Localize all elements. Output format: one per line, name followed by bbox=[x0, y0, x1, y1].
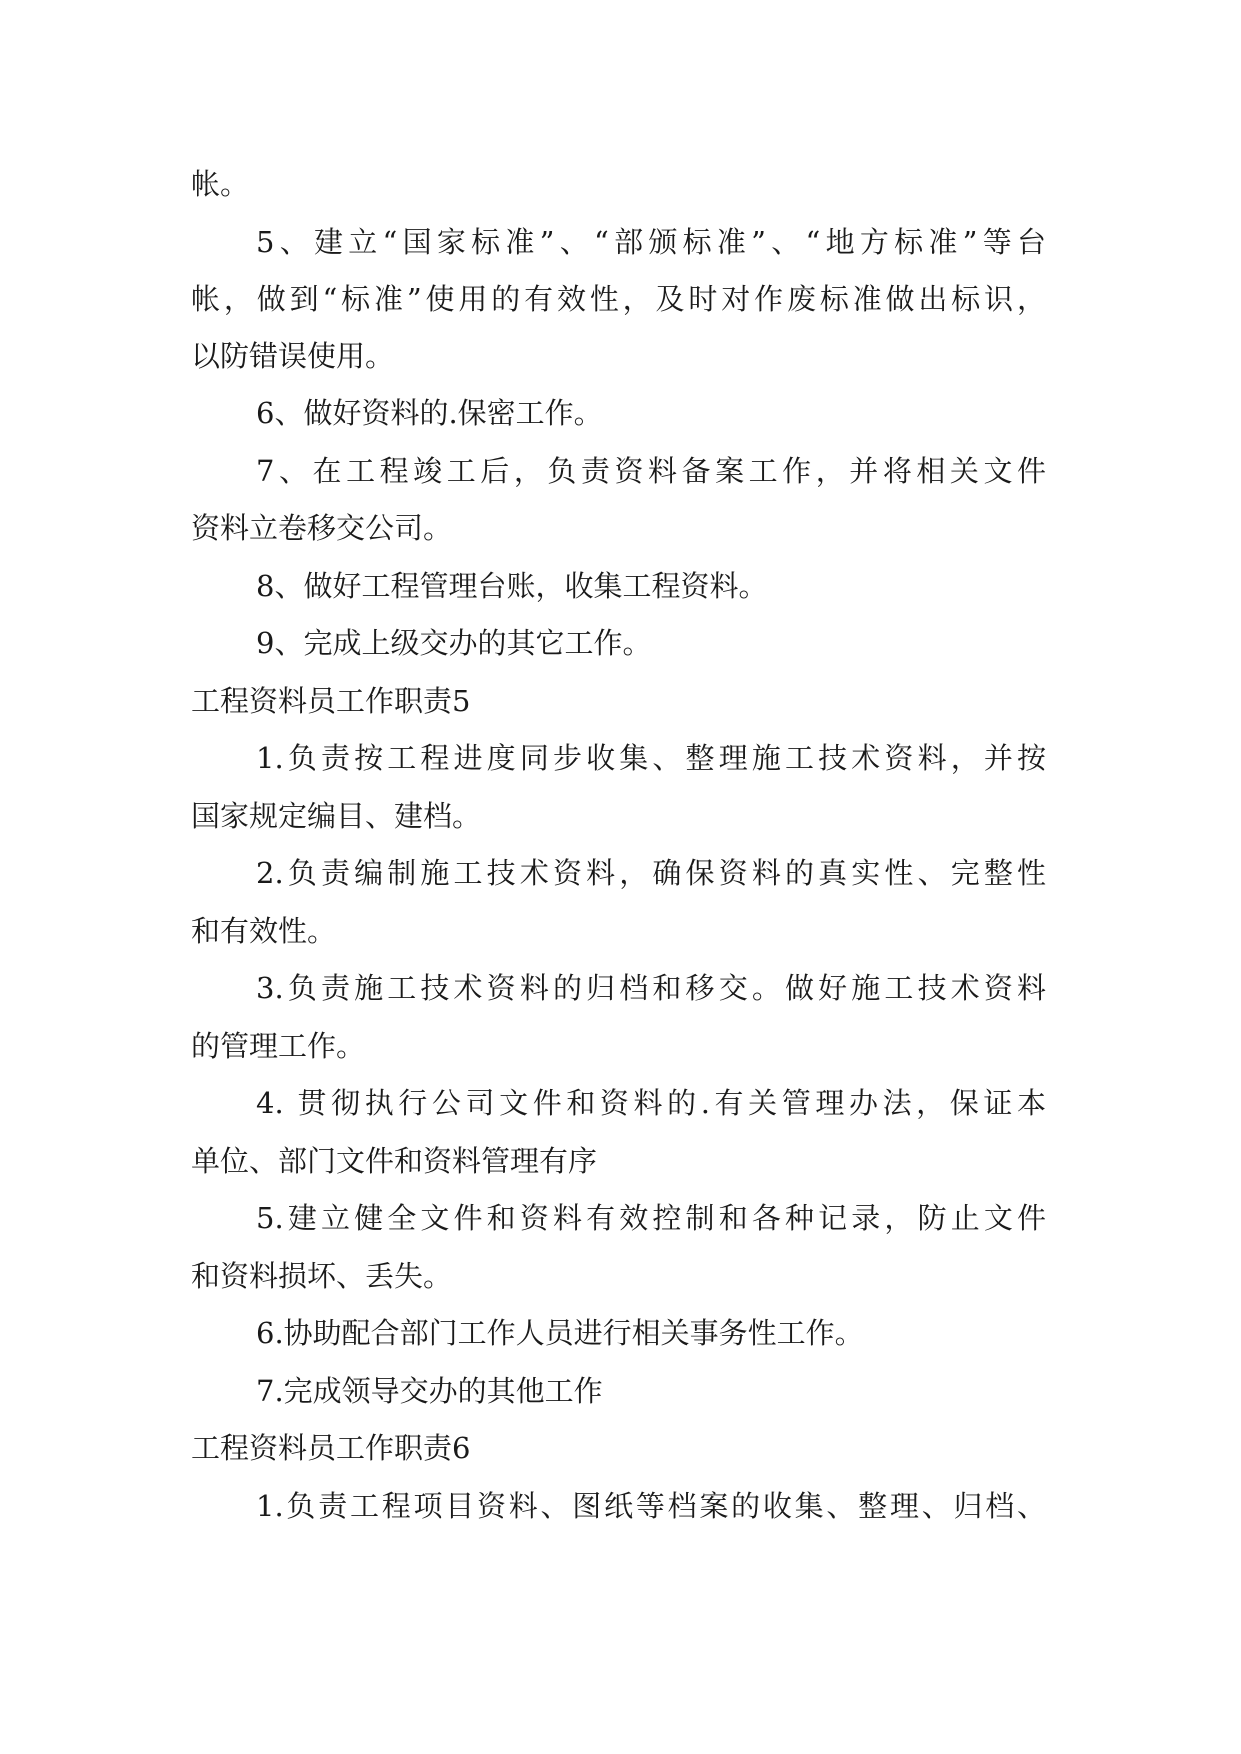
text-line: 和有效性。 bbox=[191, 914, 337, 948]
text-line: 1.负责按工程进度同步收集、整理施工技术资料，并按 bbox=[256, 741, 1046, 775]
text-line: 的管理工作。 bbox=[191, 1029, 366, 1063]
text-line: 以防错误使用。 bbox=[191, 339, 395, 373]
text-line: 资料立卷移交公司。 bbox=[191, 511, 453, 545]
text-line: 5.建立健全文件和资料有效控制和各种记录，防止文件 bbox=[256, 1201, 1046, 1235]
text-line: 国家规定编目、建档。 bbox=[191, 799, 482, 833]
text-line: 7、在工程竣工后，负责资料备案工作，并将相关文件 bbox=[256, 454, 1046, 488]
text-line: 7.完成领导交办的其他工作 bbox=[256, 1374, 603, 1408]
text-line: 单位、部门文件和资料管理有序 bbox=[191, 1144, 598, 1178]
text-line: 帐，做到“标准”使用的有效性，及时对作废标准做出标识， bbox=[191, 282, 1046, 316]
text-line: 和资料损坏、丢失。 bbox=[191, 1259, 453, 1293]
text-line: 1.负责工程项目资料、图纸等档案的收集、整理、归档、 bbox=[256, 1489, 1046, 1523]
section-heading: 工程资料员工作职责6 bbox=[191, 1431, 471, 1465]
text-line: 9、完成上级交办的其它工作。 bbox=[256, 626, 652, 660]
text-line: 3.负责施工技术资料的归档和移交。做好施工技术资料 bbox=[256, 971, 1046, 1005]
text-line: 6、做好资料的.保密工作。 bbox=[256, 396, 603, 430]
section-heading: 工程资料员工作职责5 bbox=[191, 684, 471, 718]
text-line: 2.负责编制施工技术资料，确保资料的真实性、完整性 bbox=[256, 856, 1046, 890]
text-line: 5、建立“国家标准”、“部颁标准”、“地方标准”等台 bbox=[256, 225, 1046, 259]
text-line: 6.协助配合部门工作人员进行相关事务性工作。 bbox=[256, 1316, 864, 1350]
text-line: 4. 贯彻执行公司文件和资料的.有关管理办法，保证本 bbox=[256, 1086, 1046, 1120]
text-line: 帐。 bbox=[191, 167, 250, 201]
text-line: 8、做好工程管理台账，收集工程资料。 bbox=[256, 569, 768, 603]
